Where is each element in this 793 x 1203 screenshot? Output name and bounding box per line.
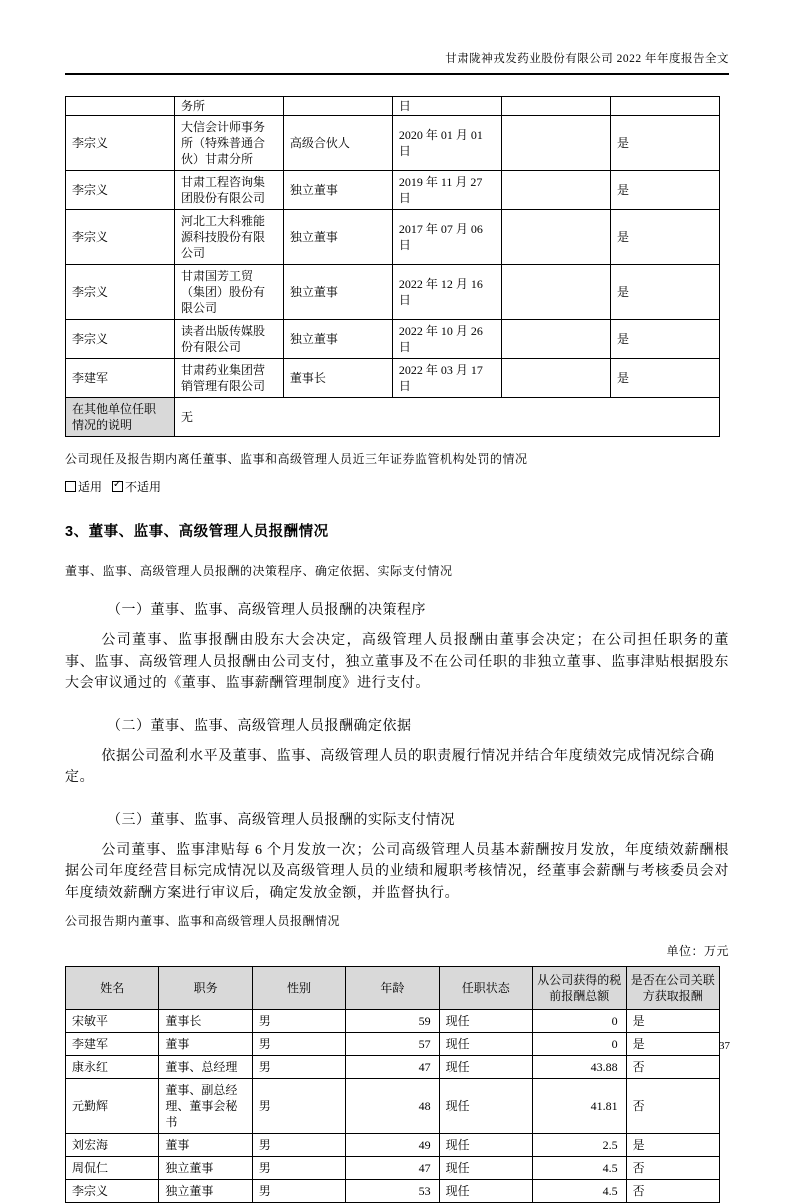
table-cell (501, 171, 610, 210)
table-row (66, 320, 720, 359)
other-note-label-cell: 在其他单位任职情况的说明 (66, 398, 175, 437)
table-row (66, 1010, 720, 1033)
table-cell (501, 116, 610, 171)
position-cell: 董事、副总经理、董事会秘书 (159, 1079, 252, 1134)
table-cell (283, 97, 392, 116)
col-header-name: 姓名 (66, 967, 159, 1010)
col-header-pretax-total: 从公司获得的税前报酬总额 (532, 967, 626, 1010)
gender-cell: 男 (252, 1157, 345, 1180)
person-name-cell: 李宗义 (66, 320, 175, 359)
position-cell: 董事长 (283, 359, 392, 398)
table-header-row (66, 967, 720, 1010)
subsection-3-title: （三）董事、监事、高级管理人员报酬的实际支付情况 (107, 812, 455, 828)
gender-cell: 男 (252, 1079, 345, 1134)
start-date-cell: 2022 年 12 月 16 日 (392, 265, 501, 320)
table-row (66, 359, 720, 398)
unit-note: 单位：万元 (666, 944, 729, 958)
name-cell: 元勤辉 (66, 1079, 159, 1134)
subsection-2-body: 依据公司盈利水平及董事、监事、高级管理人员的职责履行情况并结合年度绩效完成情况综合确定。 (65, 748, 715, 785)
table-cell (611, 97, 720, 116)
pretax-total-cell: 4.5 (532, 1157, 626, 1180)
start-date-cell: 2017 年 07 月 06 日 (392, 210, 501, 265)
table-cell (501, 210, 610, 265)
table-row (66, 97, 720, 116)
name-cell: 李宗义 (66, 1180, 159, 1203)
related-party-cell: 是 (626, 1010, 719, 1033)
position-cell: 独立董事 (283, 210, 392, 265)
entity-name-cell: 河北工大科雅能源科技股份有限公司 (174, 210, 283, 265)
related-party-cell: 否 (626, 1157, 719, 1180)
pretax-total-cell: 0 (532, 1010, 626, 1033)
section-heading: 3、董事、监事、高级管理人员报酬情况 (65, 524, 329, 540)
section-intro: 董事、监事、高级管理人员报酬的决策程序、确定依据、实际支付情况 (65, 564, 453, 578)
status-cell: 现任 (439, 1180, 532, 1203)
subsection-2-title: （二）董事、监事、高级管理人员报酬确定依据 (107, 718, 412, 734)
gender-cell: 男 (252, 1010, 345, 1033)
entity-name-cell: 读者出版传媒股份有限公司 (174, 320, 283, 359)
gender-cell: 男 (252, 1134, 345, 1157)
unchecked-checkbox-icon (65, 481, 76, 492)
col-header-status: 任职状态 (439, 967, 532, 1010)
remuneration-flag-cell: 是 (611, 359, 720, 398)
table-cell (501, 320, 610, 359)
table-row (66, 265, 720, 320)
table-cell (501, 97, 610, 116)
name-cell: 李建军 (66, 1033, 159, 1056)
status-cell: 现任 (439, 1134, 532, 1157)
remuneration-flag-cell: 是 (611, 116, 720, 171)
position-cell: 高级合伙人 (283, 116, 392, 171)
remuneration-flag-cell: 是 (611, 210, 720, 265)
age-cell: 53 (346, 1180, 439, 1203)
subsection-3-body: 公司董事、监事津贴每 6 个月发放一次；公司高级管理人员基本薪酬按月发放，年度绩效薪酬根据公司年度经营目标完成情况以及高级管理人员的业绩和履职考核情况，经董事会薪酬与考核委员会对年度绩效薪酬方案进行审议后，确定发放金额，并监督执行。 (65, 842, 729, 901)
pretax-total-cell: 0 (532, 1033, 626, 1056)
start-date-cell: 2022 年 10 月 26 日 (392, 320, 501, 359)
subsection-1-body: 公司董事、监事报酬由股东大会决定，高级管理人员报酬由董事会决定；在公司担任职务的董事、监事、高级管理人员报酬由公司支付，独立董事及不在公司任职的非独立董事、监事津贴根据股东大会审议通过的《董事、监事薪酬管理制度》进行支付。 (65, 633, 729, 691)
related-party-cell: 否 (626, 1079, 719, 1134)
entity-name-cell: 甘肃药业集团营销管理有限公司 (174, 359, 283, 398)
related-party-cell: 是 (626, 1033, 719, 1056)
table-row (66, 1157, 720, 1180)
table-cell (66, 97, 175, 116)
name-cell: 周侃仁 (66, 1157, 159, 1180)
entity-name-cell: 大信会计师事务所（特殊普通合伙）甘肃分所 (174, 116, 283, 171)
remuneration-flag-cell: 是 (611, 171, 720, 210)
position-cell: 董事长 (159, 1010, 252, 1033)
positions-table (65, 96, 720, 437)
table-row (66, 1033, 720, 1056)
pretax-total-cell: 4.5 (532, 1180, 626, 1203)
table-row (66, 1180, 720, 1203)
status-cell: 现任 (439, 1010, 532, 1033)
person-name-cell: 李建军 (66, 359, 175, 398)
table-cell: 务所 (174, 97, 283, 116)
checked-checkbox-icon (112, 481, 123, 492)
col-header-age: 年龄 (346, 967, 439, 1010)
table-row (66, 1134, 720, 1157)
position-cell: 独立董事 (283, 320, 392, 359)
table-cell (501, 359, 610, 398)
subsection-1-title: （一）董事、监事、高级管理人员报酬的决策程序 (107, 603, 426, 618)
table-cell: 日 (392, 97, 501, 116)
entity-name-cell: 甘肃国芳工贸（集团）股份有限公司 (174, 265, 283, 320)
col-header-position: 职务 (159, 967, 252, 1010)
age-cell: 59 (346, 1010, 439, 1033)
age-cell: 47 (346, 1056, 439, 1079)
entity-name-cell: 甘肃工程咨询集团股份有限公司 (174, 171, 283, 210)
remuneration-table-caption: 公司报告期内董事、监事和高级管理人员报酬情况 (65, 914, 341, 928)
start-date-cell: 2022 年 03 月 17 日 (392, 359, 501, 398)
position-cell: 董事 (159, 1033, 252, 1056)
related-party-cell: 是 (626, 1134, 719, 1157)
applicable-option (65, 480, 102, 494)
applicable-label: 适用 (78, 480, 103, 494)
name-cell: 康永红 (66, 1056, 159, 1079)
remuneration-flag-cell: 是 (611, 265, 720, 320)
remuneration-flag-cell: 是 (611, 320, 720, 359)
not-applicable-option (112, 480, 161, 494)
pretax-total-cell: 41.81 (532, 1079, 626, 1134)
table-row (66, 1079, 720, 1134)
status-cell: 现任 (439, 1033, 532, 1056)
position-cell: 独立董事 (283, 265, 392, 320)
pretax-total-cell: 2.5 (532, 1134, 626, 1157)
position-cell: 独立董事 (159, 1157, 252, 1180)
related-party-cell: 否 (626, 1180, 719, 1203)
penalty-note: 公司现任及报告期内离任董事、监事和高级管理人员近三年证券监管机构处罚的情况 (65, 452, 528, 466)
person-name-cell: 李宗义 (66, 265, 175, 320)
report-title: 甘肃陇神戎发药业股份有限公司 2022 年年度报告全文 (445, 53, 729, 65)
status-cell: 现任 (439, 1056, 532, 1079)
status-cell: 现任 (439, 1079, 532, 1134)
table-row (66, 116, 720, 171)
age-cell: 47 (346, 1157, 439, 1180)
applicable-line (65, 478, 729, 495)
page-content (65, 0, 729, 1203)
name-cell: 刘宏海 (66, 1134, 159, 1157)
table-row (66, 171, 720, 210)
start-date-cell: 2019 年 11 月 27 日 (392, 171, 501, 210)
gender-cell: 男 (252, 1180, 345, 1203)
table-row (66, 398, 720, 437)
name-cell: 宋敏平 (66, 1010, 159, 1033)
gender-cell: 男 (252, 1033, 345, 1056)
status-cell: 现任 (439, 1157, 532, 1180)
table-row (66, 1056, 720, 1079)
gender-cell: 男 (252, 1056, 345, 1079)
not-applicable-label: 不适用 (125, 480, 162, 494)
age-cell: 57 (346, 1033, 439, 1056)
start-date-cell: 2020 年 01 月 01 日 (392, 116, 501, 171)
table-cell (501, 265, 610, 320)
position-cell: 独立董事 (283, 171, 392, 210)
col-header-gender: 性别 (252, 967, 345, 1010)
page-number: 37 (719, 1040, 730, 1052)
age-cell: 49 (346, 1134, 439, 1157)
position-cell: 董事 (159, 1134, 252, 1157)
table-row (66, 210, 720, 265)
remuneration-table (65, 966, 720, 1203)
person-name-cell: 李宗义 (66, 116, 175, 171)
col-header-related-party: 是否在公司关联方获取报酬 (626, 967, 719, 1010)
age-cell: 48 (346, 1079, 439, 1134)
pretax-total-cell: 43.88 (532, 1056, 626, 1079)
person-name-cell: 李宗义 (66, 210, 175, 265)
other-note-value-cell: 无 (174, 398, 719, 437)
position-cell: 独立董事 (159, 1180, 252, 1203)
page-header (65, 0, 729, 75)
position-cell: 董事、总经理 (159, 1056, 252, 1079)
person-name-cell: 李宗义 (66, 171, 175, 210)
related-party-cell: 否 (626, 1056, 719, 1079)
